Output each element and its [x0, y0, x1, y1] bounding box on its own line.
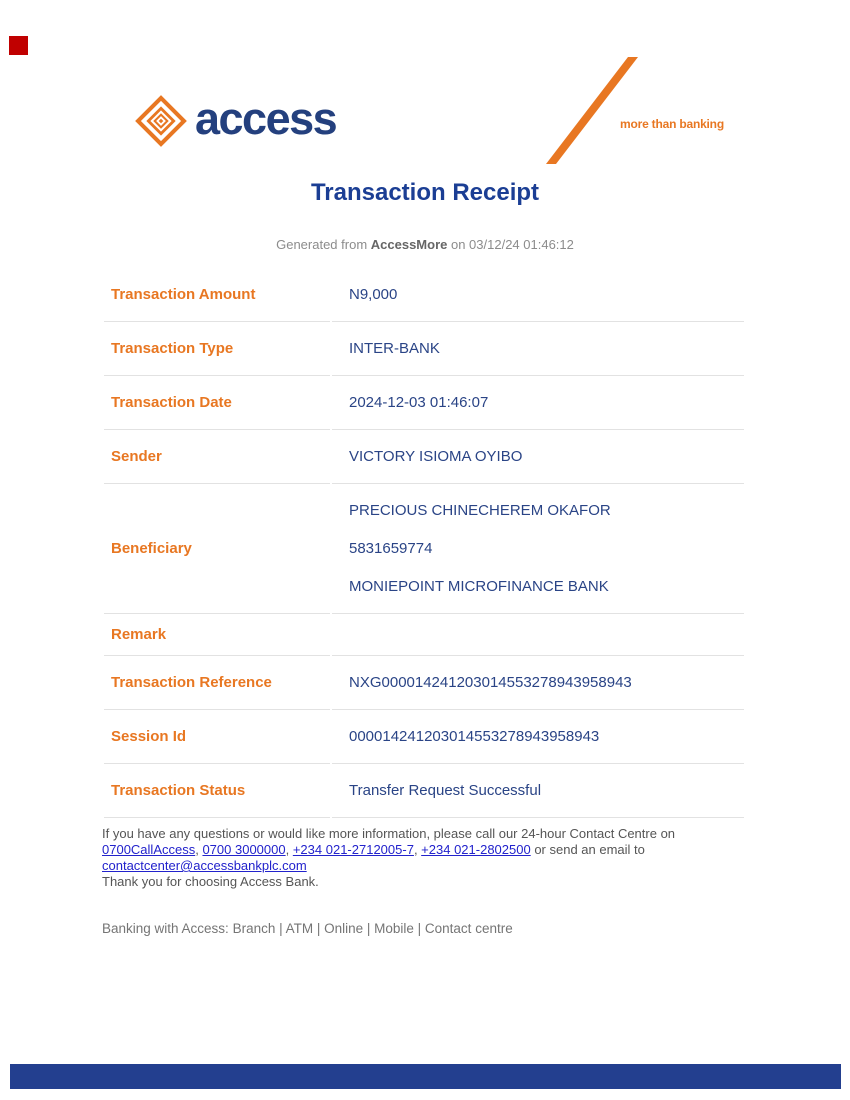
row-value-line: Transfer Request Successful [349, 782, 542, 799]
orange-slash-graphic [543, 52, 643, 167]
row-value [332, 322, 744, 376]
row-value [332, 710, 744, 764]
row-value-line: 5831659774 [349, 540, 433, 557]
row-value [332, 376, 744, 430]
row-label: Transaction Amount [104, 268, 330, 322]
page-corner-marker [9, 36, 28, 55]
banking-channels-line: Banking with Access: Branch | ATM | Online | Mobile | Contact centre [102, 921, 513, 936]
table-row [104, 710, 744, 764]
table-row [104, 322, 744, 376]
table-row [104, 430, 744, 484]
row-label: Transaction Reference [104, 656, 330, 710]
row-label: Transaction Date [104, 376, 330, 430]
table-row [104, 656, 744, 710]
access-wordmark: access [195, 92, 337, 144]
row-value [332, 484, 744, 614]
contact-email-link[interactable]: contactcenter@accessbankplc.com [102, 858, 307, 873]
row-value [332, 764, 744, 818]
link-separator: , [285, 842, 293, 857]
contact-phone-link[interactable]: +234 021-2712005-7 [292, 842, 414, 857]
link-separator: , [413, 842, 422, 857]
brand-tagline: more than banking [620, 117, 724, 131]
link-separator: , [195, 842, 203, 857]
contact-phone-link[interactable]: 0700CallAccess [102, 842, 196, 857]
row-value-line: MONIEPOINT MICROFINANCE BANK [349, 578, 609, 595]
row-value-line: 000014241203014553278943958943 [349, 728, 600, 745]
generated-suffix: on 03/12/24 01:46:12 [447, 237, 574, 252]
contact-phone-link[interactable]: +234 021-2802500 [421, 842, 531, 857]
row-value-line: N9,000 [349, 286, 398, 303]
table-row [104, 764, 744, 818]
table-row [104, 484, 744, 614]
table-row [104, 268, 744, 322]
row-label: Session Id [104, 710, 330, 764]
row-label: Remark [104, 614, 330, 656]
generated-prefix: Generated from [276, 237, 371, 252]
row-value-line: 2024-12-03 01:46:07 [349, 394, 489, 411]
table-row [104, 376, 744, 430]
contact-phone-link[interactable]: 0700 3000000 [202, 842, 286, 857]
row-value-line: VICTORY ISIOMA OYIBO [349, 448, 523, 465]
generated-line [0, 237, 850, 252]
row-value [332, 656, 744, 710]
table-row [104, 614, 744, 656]
row-value-line: NXG000014241203014553278943958943 [349, 674, 632, 691]
row-value [332, 430, 744, 484]
row-value [332, 268, 744, 322]
access-bank-logo [135, 93, 336, 149]
row-label: Beneficiary [104, 484, 330, 614]
row-value-line: INTER-BANK [349, 340, 440, 357]
access-diamond-icon [135, 93, 187, 149]
row-value-line: PRECIOUS CHINECHEREM OKAFOR [349, 502, 611, 519]
row-value [332, 614, 744, 656]
thank-you-text: Thank you for choosing Access Bank. [102, 874, 319, 889]
row-label: Sender [104, 430, 330, 484]
footer-intro-text: If you have any questions or would like more information, please call our 24-hour Contact Centre on [102, 826, 676, 841]
footer-note [102, 826, 782, 890]
footer-bar [10, 1064, 841, 1089]
receipt-table-body [104, 268, 744, 818]
footer-email-lead-text: or send an email to [530, 842, 645, 857]
row-label: Transaction Type [104, 322, 330, 376]
page-title: Transaction Receipt [310, 179, 540, 206]
receipt-table [102, 268, 746, 818]
row-label: Transaction Status [104, 764, 330, 818]
generated-app-name: AccessMore [370, 237, 448, 252]
